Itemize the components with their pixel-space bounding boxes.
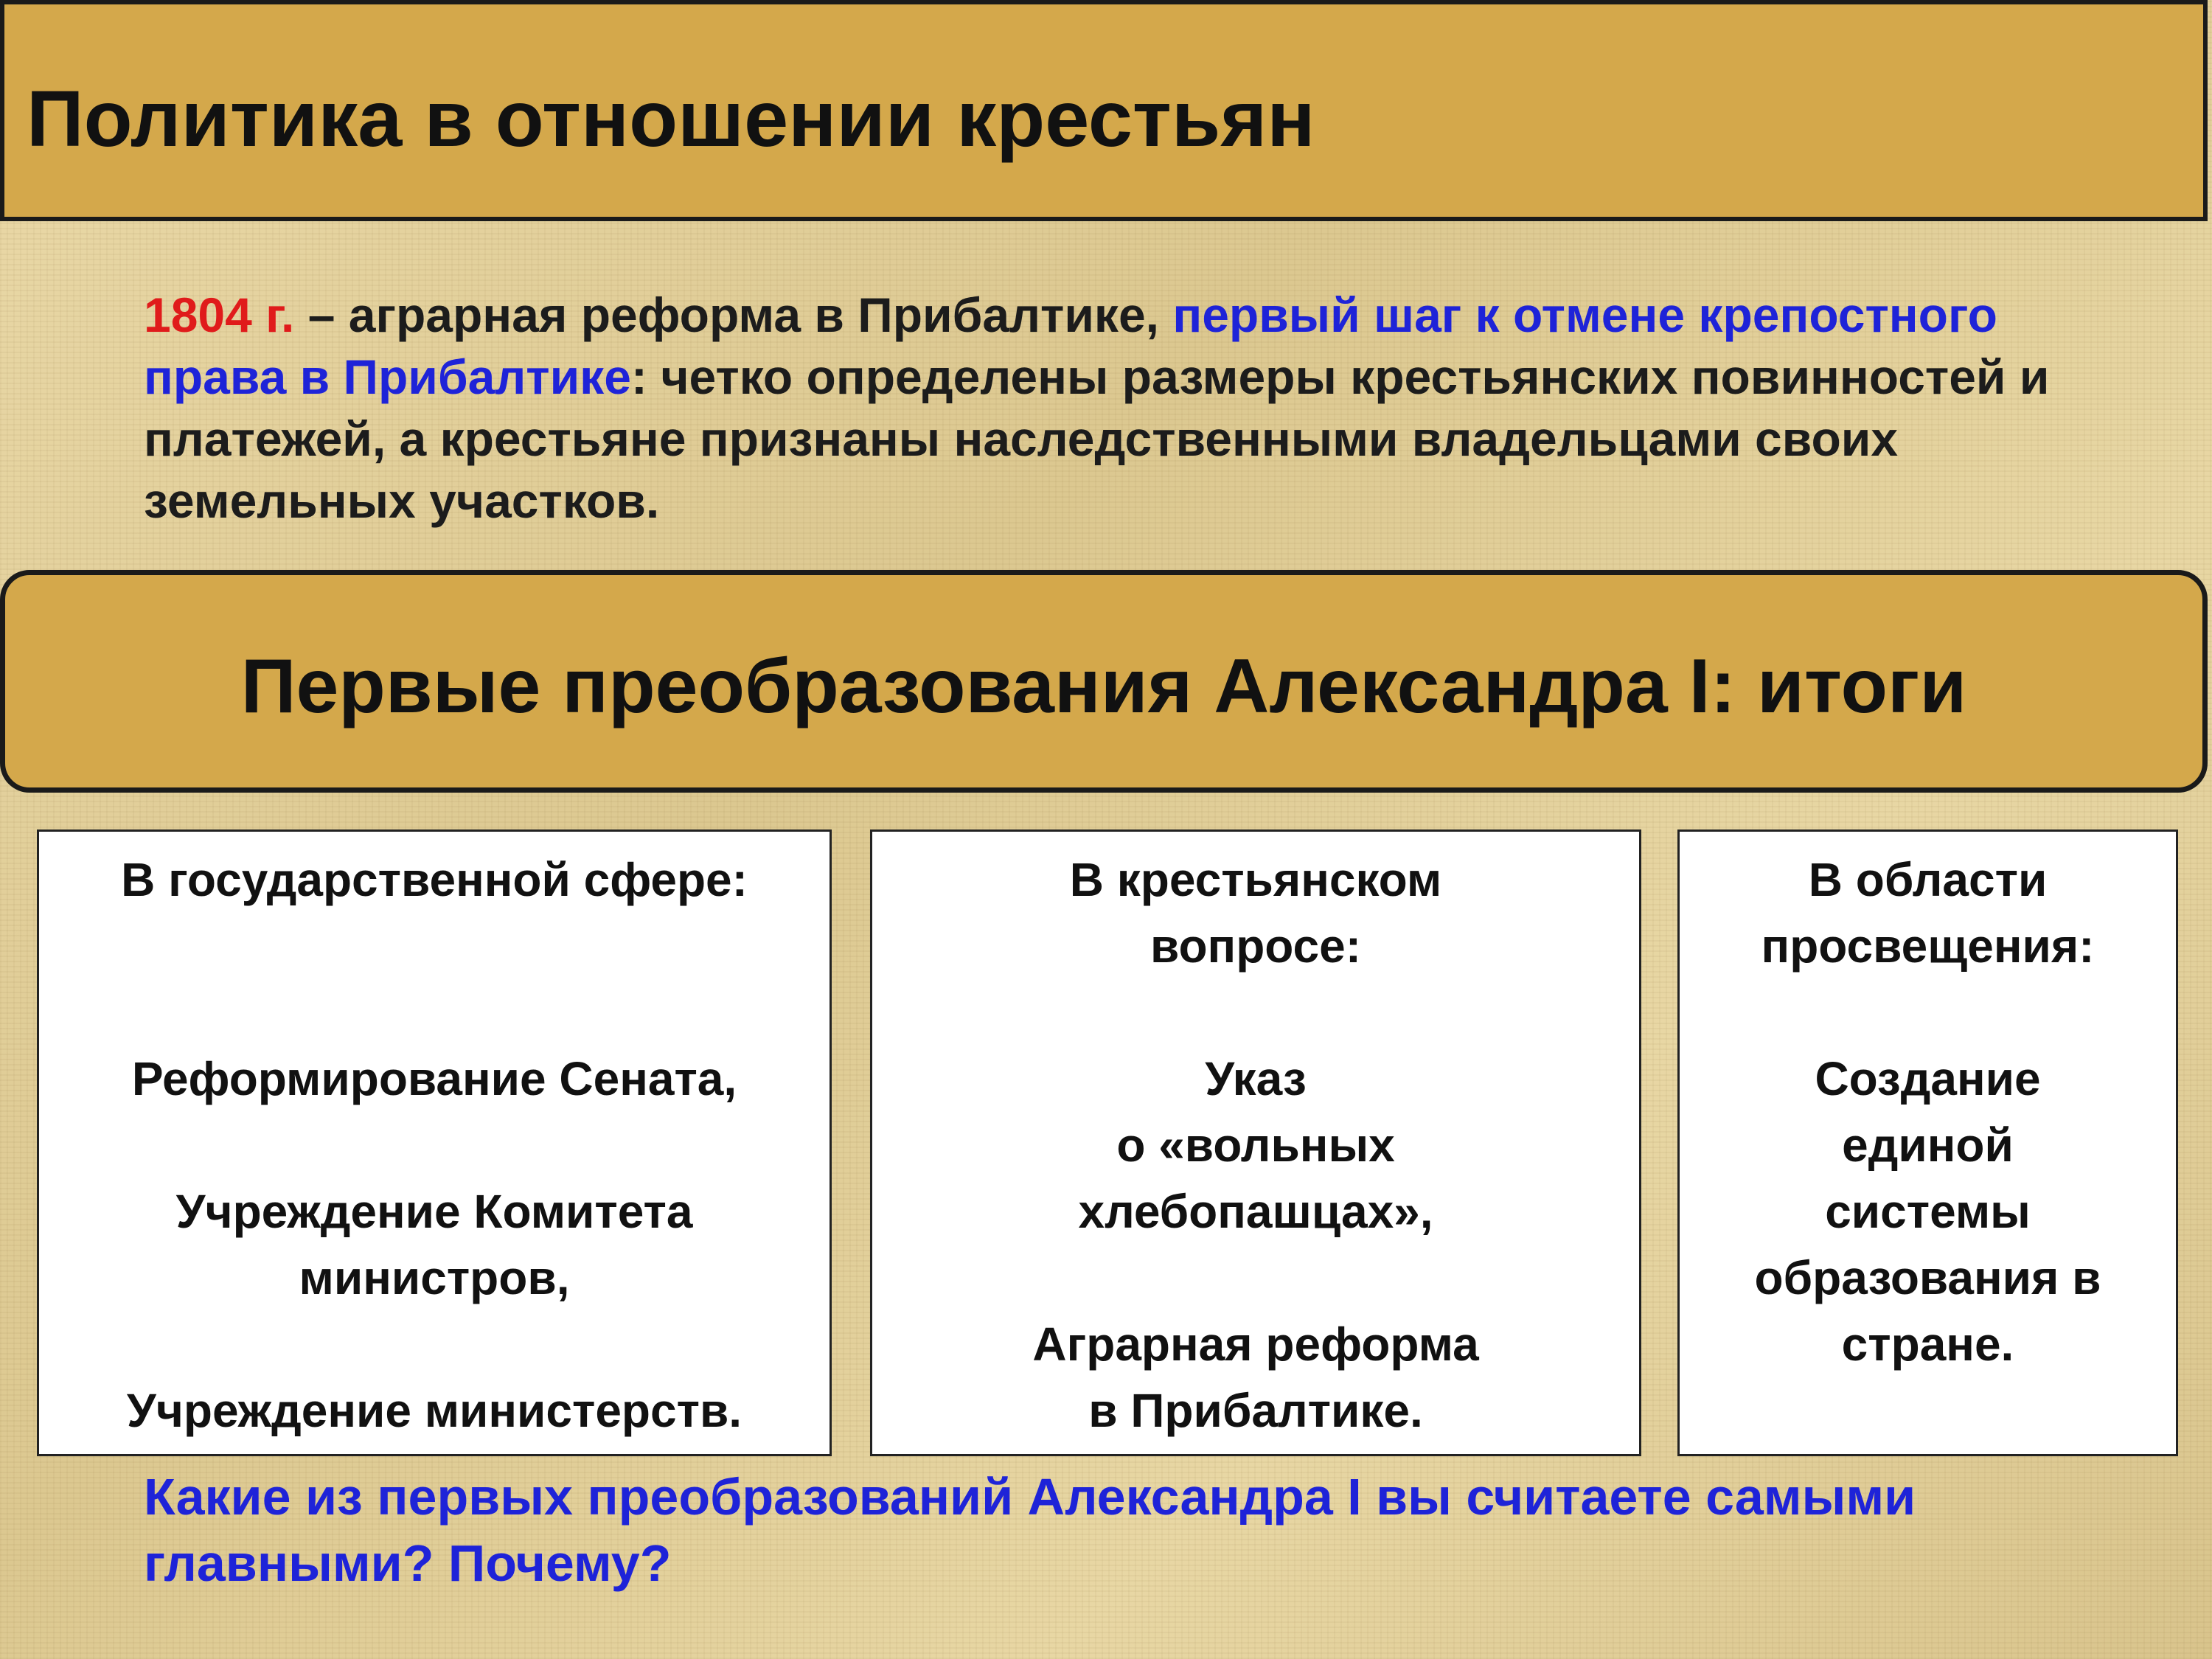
column-peasant-question	[870, 830, 1641, 1456]
column-item: Указ о «вольных хлебопашцах»,	[1078, 1052, 1433, 1238]
intro-year: 1804 г.	[144, 288, 295, 342]
intro-text-part2: : четко определены размеры крестьянских повинностей и платежей, а крестьяне признаны наследственными владельцами своих земельных участков.	[144, 349, 2050, 528]
column-heading: В области просвещения:	[1761, 853, 2095, 973]
slide-title: Политика в отношении крестьян	[27, 74, 1315, 163]
intro-text-part1: – аграрная реформа в Прибалтике,	[294, 288, 1173, 342]
slide-title-bar	[0, 0, 2208, 221]
column-education	[1677, 830, 2178, 1456]
summary-banner-title: Первые преобразования Александра I: итоги	[240, 644, 1967, 729]
intro-paragraph	[144, 284, 2061, 532]
column-item: Создание единой системы образования в стране.	[1754, 1052, 2101, 1371]
column-state-sphere	[37, 830, 832, 1456]
column-item: Реформирование Сената,	[131, 1052, 737, 1105]
intro-highlight: первый шаг к отмене крепостного права в Прибалтике	[144, 288, 1997, 404]
column-heading: В крестьянском вопросе:	[1069, 853, 1442, 973]
column-heading: В государственной сфере:	[121, 853, 748, 906]
column-item: Учреждение Комитета министров,	[175, 1185, 693, 1304]
discussion-question: Какие из первых преобразований Александра I вы считаете самыми главными? Почему?	[144, 1468, 1916, 1592]
summary-banner	[0, 570, 2208, 793]
column-item: Учреждение министерств.	[126, 1384, 742, 1437]
column-item: Аграрная реформа в Прибалтике.	[1032, 1318, 1479, 1437]
